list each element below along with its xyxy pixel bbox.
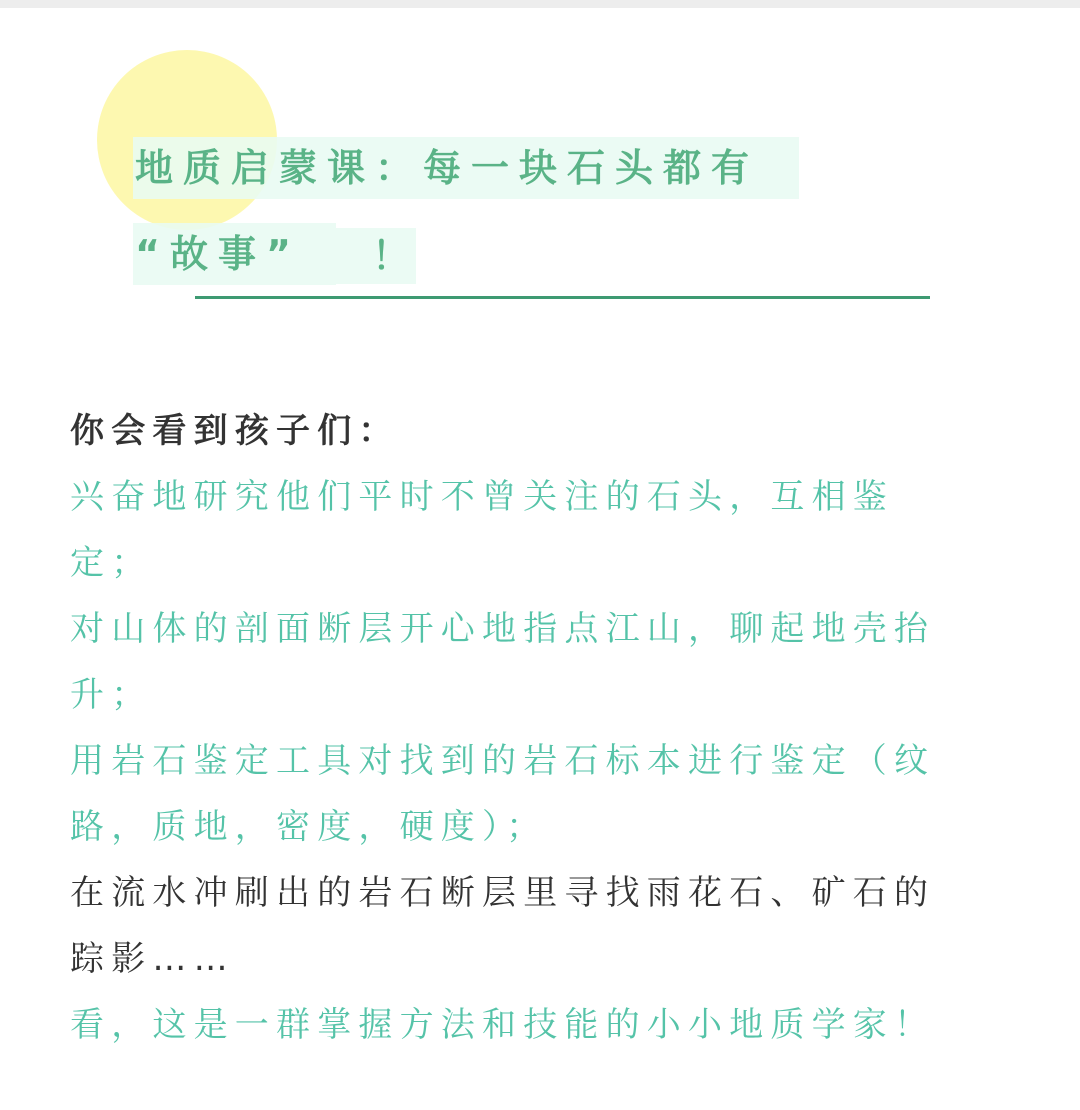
paragraph-line: 踪影…… [70, 939, 235, 979]
article-title-exclamation: ！ [336, 228, 416, 284]
paragraph-line: 用岩石鉴定工具对找到的岩石标本进行鉴定（纹 [70, 741, 936, 781]
paragraph-1 [70, 464, 1015, 596]
paragraph-3 [70, 728, 1015, 860]
paragraph-line: 在流水冲刷出的岩石断层里寻找雨花石、矿石的 [70, 873, 936, 913]
title-underline [195, 296, 930, 299]
paragraph-line: 兴奋地研究他们平时不曾关注的石头，互相鉴 [70, 477, 894, 517]
article-title-line-1: 地质启蒙课：每一块石头都有 [133, 137, 799, 199]
article-body [70, 398, 1015, 1058]
paragraph-line: 升； [70, 675, 153, 715]
paragraph-4 [70, 860, 1015, 992]
top-divider-bar [0, 0, 1080, 8]
paragraph-line: 对山体的剖面断层开心地指点江山，聊起地壳抬 [70, 609, 936, 649]
paragraph-line: 路，质地，密度，硬度）； [70, 807, 548, 847]
paragraph-line: 定； [70, 543, 153, 583]
paragraph-2 [70, 596, 1015, 728]
intro-heading: 你会看到孩子们： [70, 411, 400, 451]
article-title-line-2: “故事” [133, 223, 336, 285]
closing-line: 看，这是一群掌握方法和技能的小小地质学家！ [70, 1005, 936, 1045]
paragraph-5 [70, 992, 1015, 1058]
